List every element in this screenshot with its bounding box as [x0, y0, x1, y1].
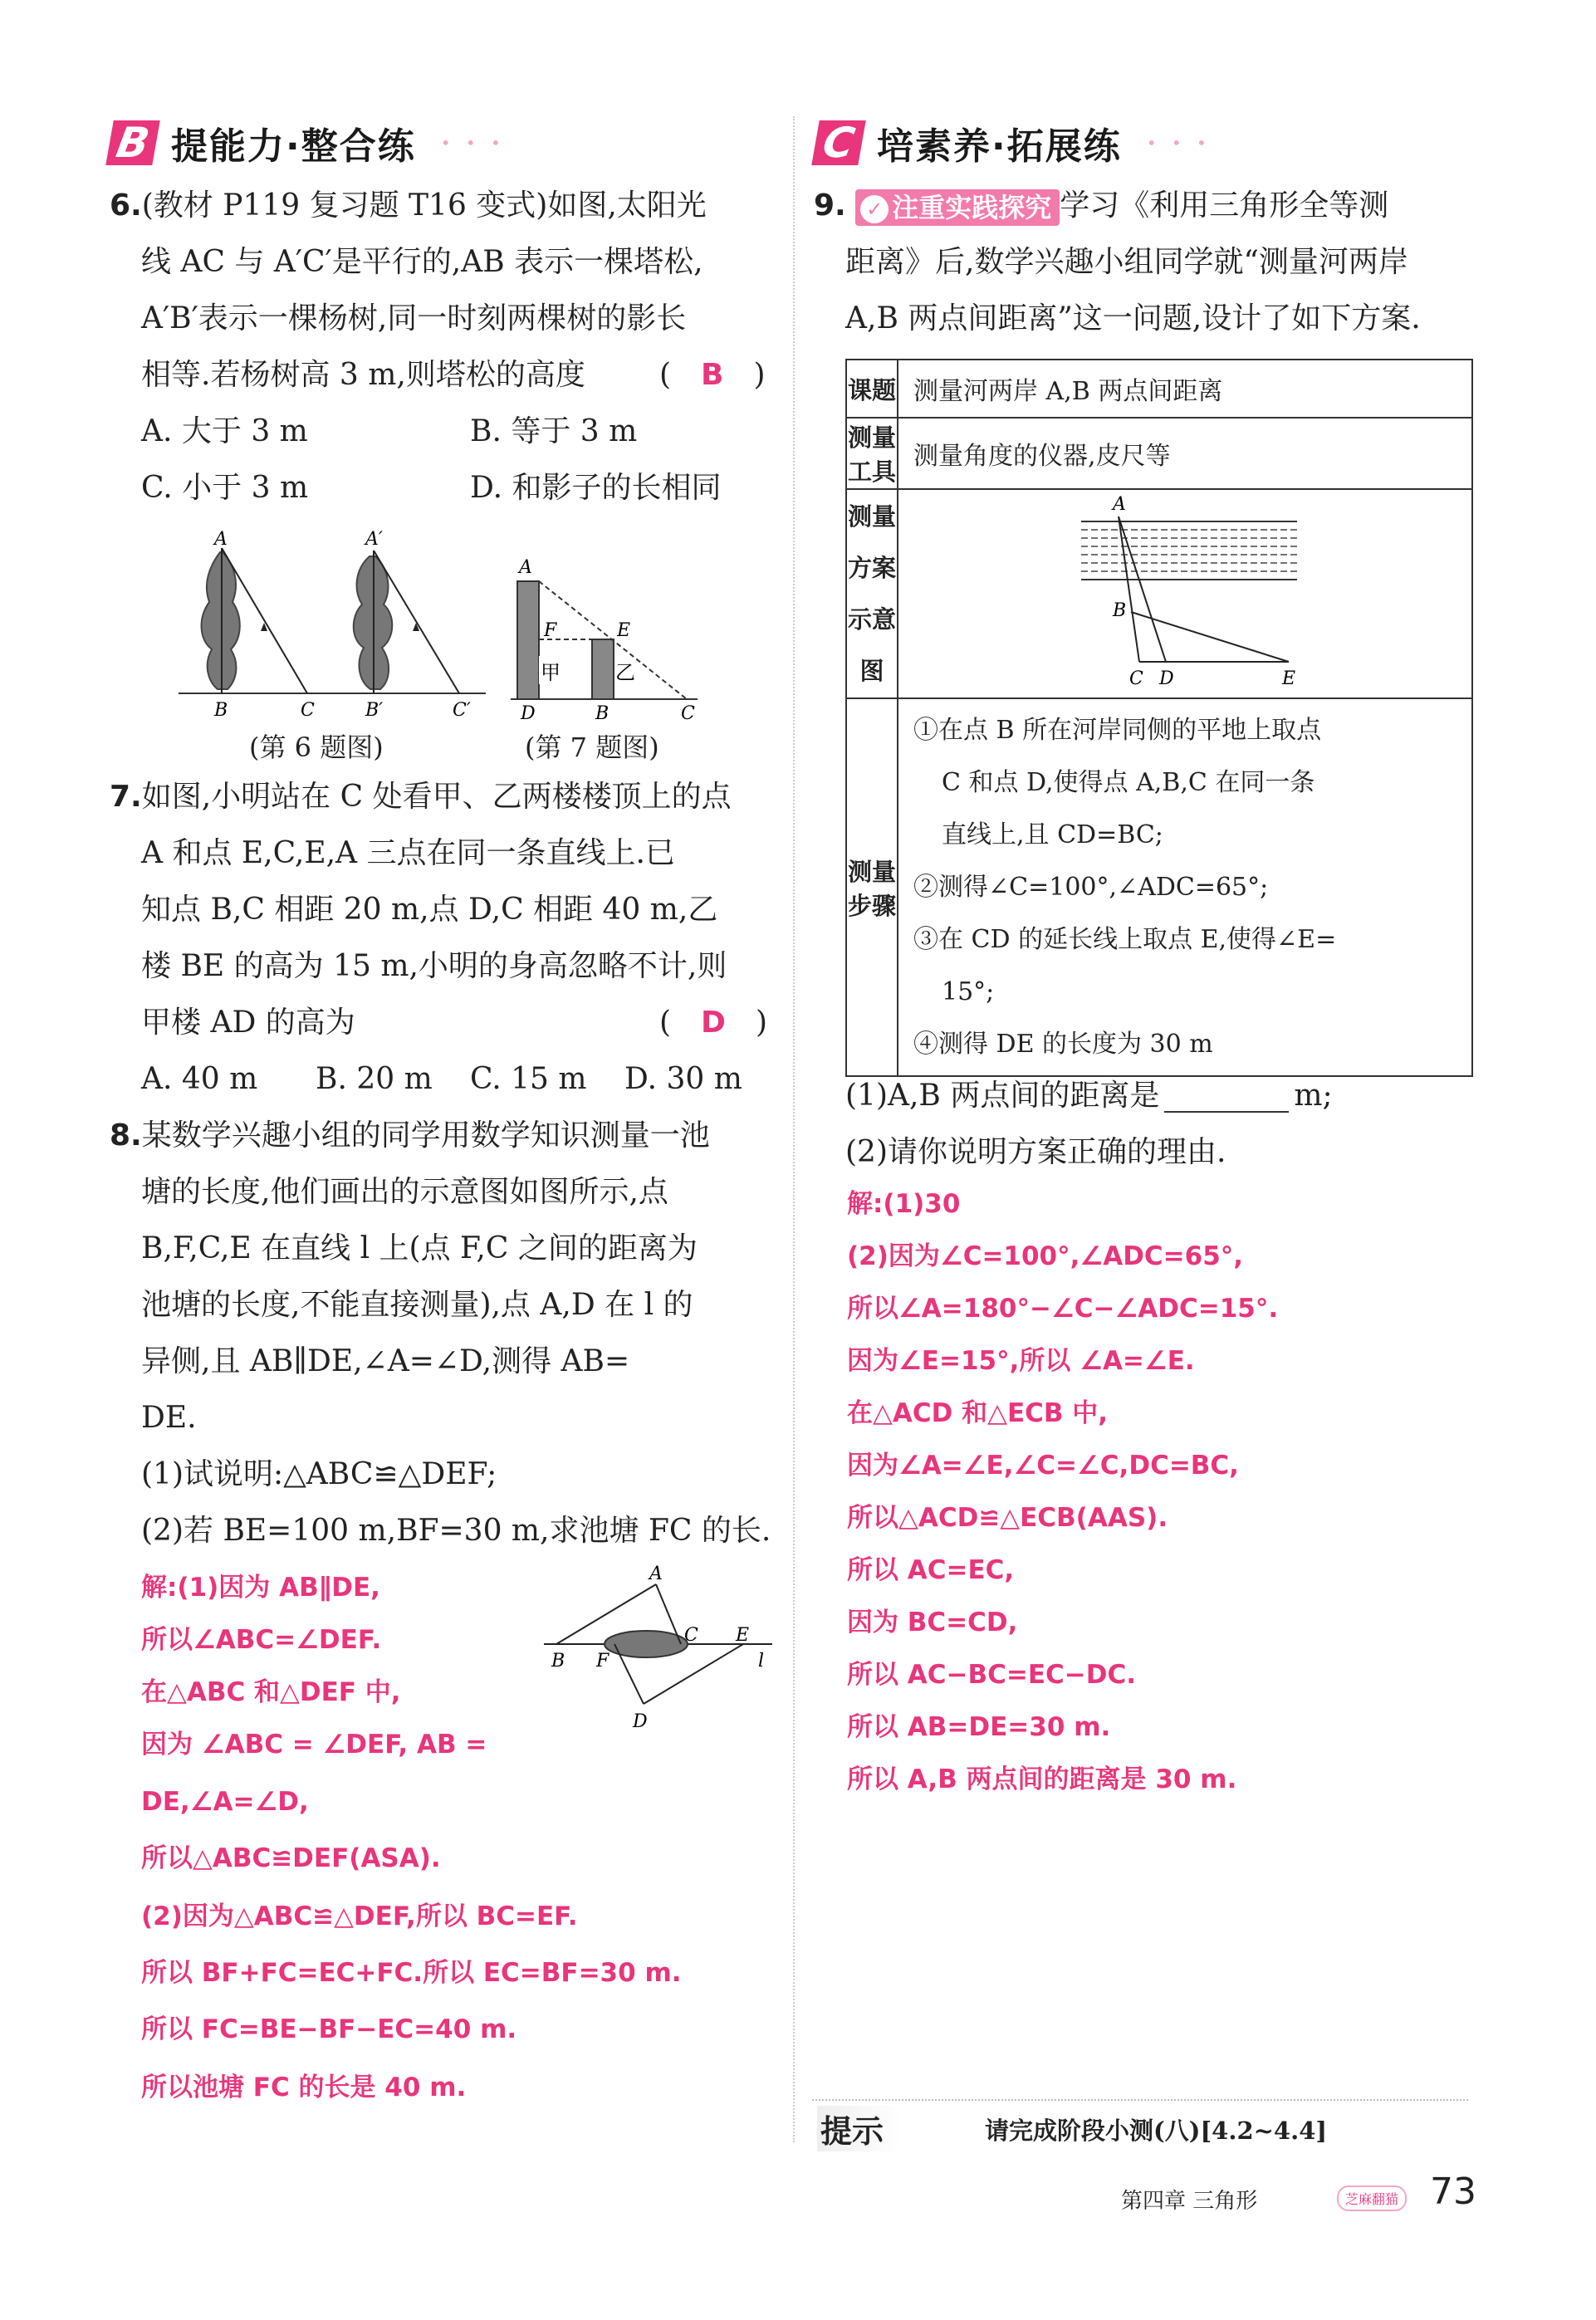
section-c-header	[815, 116, 1212, 169]
diagram-label: 测量方案 示意图	[846, 489, 898, 698]
fig8-label-f: F	[596, 1651, 610, 1671]
q9-sub-1: (1)A,B 两点间的距离是 m;	[845, 1079, 1333, 1113]
q9-solution-6: 因为∠A=∠E,∠C=∠C,DC=BC,	[847, 1451, 1239, 1481]
q8-solution-6: 所以△ABC≌DEF(ASA).	[141, 1843, 441, 1873]
answer-blank	[1164, 1084, 1289, 1113]
tools-label: 测量工具	[846, 418, 898, 489]
fig9-label-a: A	[1113, 494, 1126, 515]
q9-sub-2: (2)请你说明方案正确的理由.	[845, 1135, 1226, 1169]
q9-solution-8: 所以 AC=EC,	[847, 1555, 1015, 1585]
fig8-label-a: A	[649, 1564, 663, 1584]
q8-sub-2: (2)若 BE=100 m,BF=30 m,求池塘 FC 的长.	[141, 1514, 771, 1548]
fig7-label-b: B	[595, 703, 610, 722]
step-1a: ①在点 B 所在河岸同侧的平地上取点	[913, 716, 1322, 745]
q8-solution-7: (2)因为△ABC≌△DEF,所以 BC=EF.	[141, 1902, 578, 1931]
section-title: 培素养·拓展练	[877, 125, 1122, 168]
decor-dots: • • •	[440, 133, 506, 153]
q8-line-3: B,F,C,E 在直线 l 上(点 F,C 之间的距离为	[141, 1231, 698, 1265]
tip-label: 提示	[817, 2106, 900, 2151]
q9-solution-11: 所以 AB=DE=30 m.	[847, 1712, 1111, 1742]
q8-line-5: 异侧,且 AB∥DE,∠A=∠D,测得 AB=	[141, 1344, 630, 1378]
figure-8	[540, 1561, 781, 1735]
q8-line-4: 池塘的长度,不能直接测量),点 A,D 在 l 的	[141, 1288, 693, 1322]
steps-cell	[898, 698, 1472, 1076]
fig8-label-l: l	[758, 1651, 765, 1671]
q9-line-1: 9. ✓ 注重实践探究 学习《利用三角形全等测	[814, 189, 1388, 226]
fig9-label-e: E	[1282, 668, 1296, 689]
section-badge: B	[105, 120, 160, 165]
q8-solution-9: 所以 FC=BE−BF−EC=40 m.	[141, 2014, 517, 2044]
q6-option-b: B. 等于 3 m	[470, 414, 638, 448]
q9-solution-9: 因为 BC=CD,	[847, 1608, 1018, 1637]
fig6-label-b: B	[214, 700, 228, 721]
fig6-label-a: A	[214, 529, 228, 550]
table-row	[846, 360, 1472, 418]
fig9-label-b: B	[1113, 600, 1127, 621]
decor-dots: • • •	[1146, 133, 1212, 153]
q8-solution-5: DE,∠A=∠D,	[141, 1787, 309, 1817]
figure-7	[502, 556, 710, 722]
q8-number: 8.	[110, 1118, 142, 1153]
q9-solution-3: 所以∠A=180°−∠C−∠ADC=15°.	[847, 1294, 1279, 1324]
q8-solution-10: 所以池塘 FC 的长是 40 m.	[141, 2073, 467, 2102]
q9-line-3: A,B 两点间距离”这一问题,设计了如下方案.	[845, 301, 1421, 335]
steps-label: 测量步骤	[846, 698, 898, 1076]
diagram-cell	[898, 489, 1472, 698]
q9-line-2: 距离》后,数学兴趣小组同学就“测量河两岸	[845, 245, 1408, 279]
tip-box	[812, 2099, 1468, 2150]
section-badge: C	[811, 120, 866, 165]
q6-number: 6.	[110, 188, 142, 223]
fig7-label-c: C	[681, 703, 695, 722]
q9-solution-1: 解:(1)30	[847, 1189, 961, 1219]
q7-number: 7.	[110, 780, 142, 814]
q8-solution-1: 解:(1)因为 AB∥DE,	[141, 1573, 380, 1603]
fig7-label-jia: 甲	[541, 661, 561, 684]
fig9-label-d: D	[1159, 668, 1174, 689]
q7-line-2: A 和点 E,C,E,A 三点在同一条直线上.已	[141, 836, 675, 870]
q6-line-2: 线 AC 与 A′C′是平行的,AB 表示一棵塔松,	[141, 245, 703, 279]
q7-line-5: 甲楼 AD 的高为	[141, 1006, 355, 1040]
q6-option-c: C. 小于 3 m	[141, 471, 309, 505]
tip-text: 请完成阶段小测(八)[4.2~4.4]	[985, 2117, 1328, 2145]
q8-line-6: DE.	[141, 1401, 197, 1435]
fig8-label-d: D	[633, 1711, 648, 1732]
fig7-caption: (第 7 题图)	[525, 732, 659, 763]
fig8-label-c: C	[684, 1625, 698, 1646]
step-2: ②测得∠C=100°,∠ADC=65°;	[913, 873, 1269, 902]
q9-solution-2: (2)因为∠C=100°,∠ADC=65°,	[847, 1241, 1244, 1271]
q9-solution-12: 所以 A,B 两点间的距离是 30 m.	[847, 1764, 1237, 1794]
q6-option-d: D. 和影子的长相同	[470, 471, 722, 505]
q9-solution-7: 所以△ACD≌△ECB(AAS).	[847, 1503, 1168, 1533]
q8-solution-8: 所以 BF+FC=EC+FC.所以 EC=BF=30 m.	[141, 1958, 682, 1988]
table-row	[846, 418, 1472, 489]
fig7-label-yi: 乙	[615, 661, 635, 684]
figure-9	[973, 492, 1471, 696]
footer-logo: 芝麻翻猫	[1337, 2185, 1407, 2211]
q6-answer: B	[701, 358, 724, 392]
q7-option-c: C. 15 m	[470, 1062, 587, 1096]
fig7-label-f: F	[544, 620, 557, 641]
q8-solution-4: 因为 ∠ABC = ∠DEF, AB =	[141, 1730, 487, 1760]
section-title: 提能力·整合练	[171, 125, 416, 168]
q9-solution-4: 因为∠E=15°,所以 ∠A=∠E.	[847, 1346, 1195, 1376]
step-3b: 15°;	[942, 977, 995, 1006]
q6-line-4: 相等.若杨树高 3 m,则塔松的高度	[141, 358, 585, 392]
q7-line-1: 7.如图,小明站在 C 处看甲、乙两楼楼顶上的点	[110, 780, 732, 814]
q9-number: 9.	[814, 188, 846, 223]
q8-solution-2: 所以∠ABC=∠DEF.	[141, 1625, 382, 1655]
q7-answer: D	[701, 1006, 726, 1040]
figure-6	[166, 523, 490, 722]
q6-option-a: A. 大于 3 m	[141, 414, 308, 448]
fig6-label-b-prime: B′	[365, 700, 384, 721]
q8-line-2: 塘的长度,他们画出的示意图如图所示,点	[141, 1175, 668, 1209]
q7-answer-paren: ( D )	[659, 1006, 767, 1040]
q6-line-3: A′B′表示一棵杨树,同一时刻两棵树的影长	[141, 301, 687, 335]
step-1b: C 和点 D,使得点 A,B,C 在同一条	[942, 768, 1315, 797]
q7-option-b: B. 20 m	[316, 1062, 433, 1096]
fig8-label-b: B	[551, 1651, 565, 1671]
q9-solution-10: 所以 AC−BC=EC−DC.	[847, 1660, 1137, 1690]
step-3a: ③在 CD 的延长线上取点 E,使得∠E=	[913, 925, 1337, 954]
q7-line-4: 楼 BE 的高为 15 m,小明的身高忽略不计,则	[141, 949, 727, 983]
q6-line-1: 6.(教材 P119 复习题 T16 变式)如图,太阳光	[110, 188, 707, 223]
section-b-header	[110, 116, 506, 169]
footer-chapter: 第四章 三角形	[1121, 2189, 1258, 2214]
fig6-label-a-prime: A′	[365, 529, 383, 550]
topic-value: 测量河两岸 A,B 两点间距离	[898, 360, 1472, 418]
table-row	[846, 698, 1472, 1076]
check-icon: ✓	[860, 195, 889, 223]
tools-value: 测量角度的仪器,皮尺等	[898, 418, 1472, 489]
fig7-label-a: A	[519, 557, 532, 578]
fig6-caption: (第 6 题图)	[249, 732, 384, 763]
fig6-label-c-prime: C′	[453, 700, 471, 721]
topic-label: 课题	[846, 360, 898, 418]
fig6-label-c: C	[301, 700, 315, 721]
fig7-label-e: E	[617, 620, 631, 641]
fig9-label-c: C	[1129, 668, 1143, 689]
step-1c: 直线上,且 CD=BC;	[942, 820, 1163, 849]
q9-solution-5: 在△ACD 和△ECB 中,	[847, 1398, 1109, 1428]
q7-option-a: A. 40 m	[141, 1062, 258, 1096]
page-number: 73	[1430, 2171, 1476, 2213]
table-row	[846, 489, 1472, 698]
q9-practice-tag: ✓ 注重实践探究	[855, 189, 1060, 226]
q7-line-3: 知点 B,C 相距 20 m,点 D,C 相距 40 m,乙	[141, 893, 718, 927]
q7-option-d: D. 30 m	[624, 1062, 742, 1096]
fig7-label-d: D	[521, 703, 536, 722]
fig8-label-e: E	[736, 1625, 750, 1646]
plan-table	[845, 359, 1473, 1077]
q8-solution-3: 在△ABC 和△DEF 中,	[141, 1677, 401, 1707]
q6-answer-paren: ( B )	[659, 358, 766, 392]
q8-sub-1: (1)试说明:△ABC≌△DEF;	[141, 1457, 497, 1491]
q8-line-1: 8.某数学兴趣小组的同学用数学知识测量一池	[110, 1118, 710, 1153]
column-divider	[793, 116, 795, 2142]
step-4: ④测得 DE 的长度为 30 m	[913, 1030, 1213, 1059]
